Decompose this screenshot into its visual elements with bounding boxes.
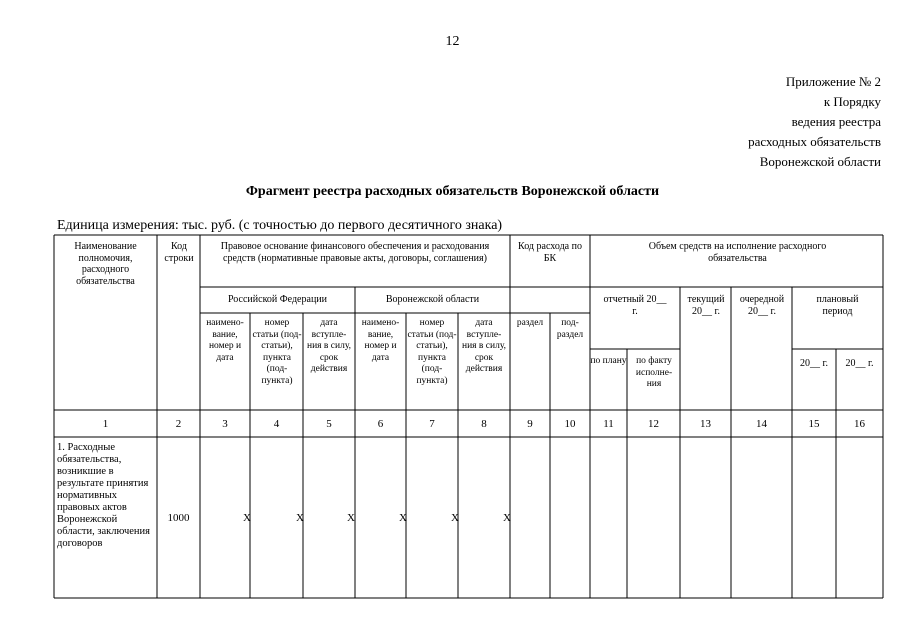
header-rf-article: номер статьи (под- статьи), пункта (под- пункта) <box>252 318 302 386</box>
column-number: 6 <box>377 418 384 430</box>
appendix-line-5: Воронежской области <box>759 154 881 169</box>
header-year-b: 20__ г. <box>845 358 874 369</box>
header-name: Наименование полномочия, расходного обязательства <box>74 241 137 287</box>
column-number: 9 <box>527 418 533 430</box>
document-title: Фрагмент реестра расходных обязательств Воронежской области <box>245 184 660 199</box>
row-mark: X <box>347 512 355 524</box>
header-vo: Воронежской области <box>385 294 480 305</box>
column-number: 10 <box>564 418 576 430</box>
header-vo-article: номер статьи (под- статьи), пункта (под- пункта) <box>407 318 457 386</box>
appendix-line-3: ведения реестра <box>791 114 881 129</box>
header-vo-act-name: наимено- вание, номер и дата <box>361 318 400 363</box>
header-section: раздел <box>516 318 544 328</box>
header-rf-effective: дата вступле- ния в силу, срок действия <box>307 318 351 374</box>
header-current: текущий 20__ г. <box>687 294 725 317</box>
column-number: 2 <box>175 418 182 430</box>
header-subsection: под- раздел <box>556 318 584 340</box>
header-bk-code: Код расхода по БК <box>518 241 582 264</box>
column-number: 7 <box>429 418 435 430</box>
appendix-line-4: расходных обязательств <box>748 134 881 149</box>
header-code: Код строки <box>164 241 194 264</box>
column-number: 15 <box>808 418 820 430</box>
row-mark: X <box>243 512 251 524</box>
header-by-fact: по факту исполне- ния <box>635 356 673 389</box>
header-year-a: 20__ г. <box>800 358 828 369</box>
row-mark: X <box>503 512 511 524</box>
header-by-plan: по плану <box>590 356 627 366</box>
row-obligation-name: 1. Расходные обязательства, возникшие в результате принятия нормативных правовых актов Воронежской области, заключения договоров <box>57 442 150 549</box>
column-number: 3 <box>222 418 228 430</box>
row-code: 1000 <box>167 512 190 524</box>
page-number: 12 <box>445 34 460 49</box>
column-number: 11 <box>603 418 614 430</box>
header-legal-basis: Правовое основание финансового обеспечения и расходования средств (нормативные правовые акты, договоры, соглашения) <box>220 241 490 264</box>
header-rf: Российской Федерации <box>227 294 327 305</box>
header-rf-act-name: наимено- вание, номер и дата <box>206 318 244 363</box>
row-mark: X <box>451 512 459 524</box>
header-reporting: отчетный 20__ г. <box>603 294 667 317</box>
row-mark: X <box>296 512 304 524</box>
column-number: 16 <box>854 418 865 430</box>
column-number: 5 <box>326 418 332 430</box>
column-number: 12 <box>648 418 659 430</box>
column-number: 13 <box>700 418 711 430</box>
column-number: 8 <box>481 418 487 430</box>
column-number: 1 <box>102 418 109 430</box>
header-next: очередной 20__ г. <box>739 294 785 317</box>
row-mark: X <box>399 512 407 524</box>
header-vo-effective: дата вступле- ния в силу, срок действия <box>462 318 506 374</box>
appendix-line-2: к Порядку <box>823 94 881 109</box>
header-planned: плановый период <box>816 294 859 317</box>
appendix-line-1: Приложение № 2 <box>785 74 881 89</box>
column-number: 14 <box>756 418 767 430</box>
header-volume: Объем средств на исполнение расходного обязательства <box>648 241 827 264</box>
column-number: 4 <box>273 418 280 430</box>
unit-of-measure: Единица измерения: тыс. руб. (с точностью до первого десятичного знака) <box>57 218 503 233</box>
